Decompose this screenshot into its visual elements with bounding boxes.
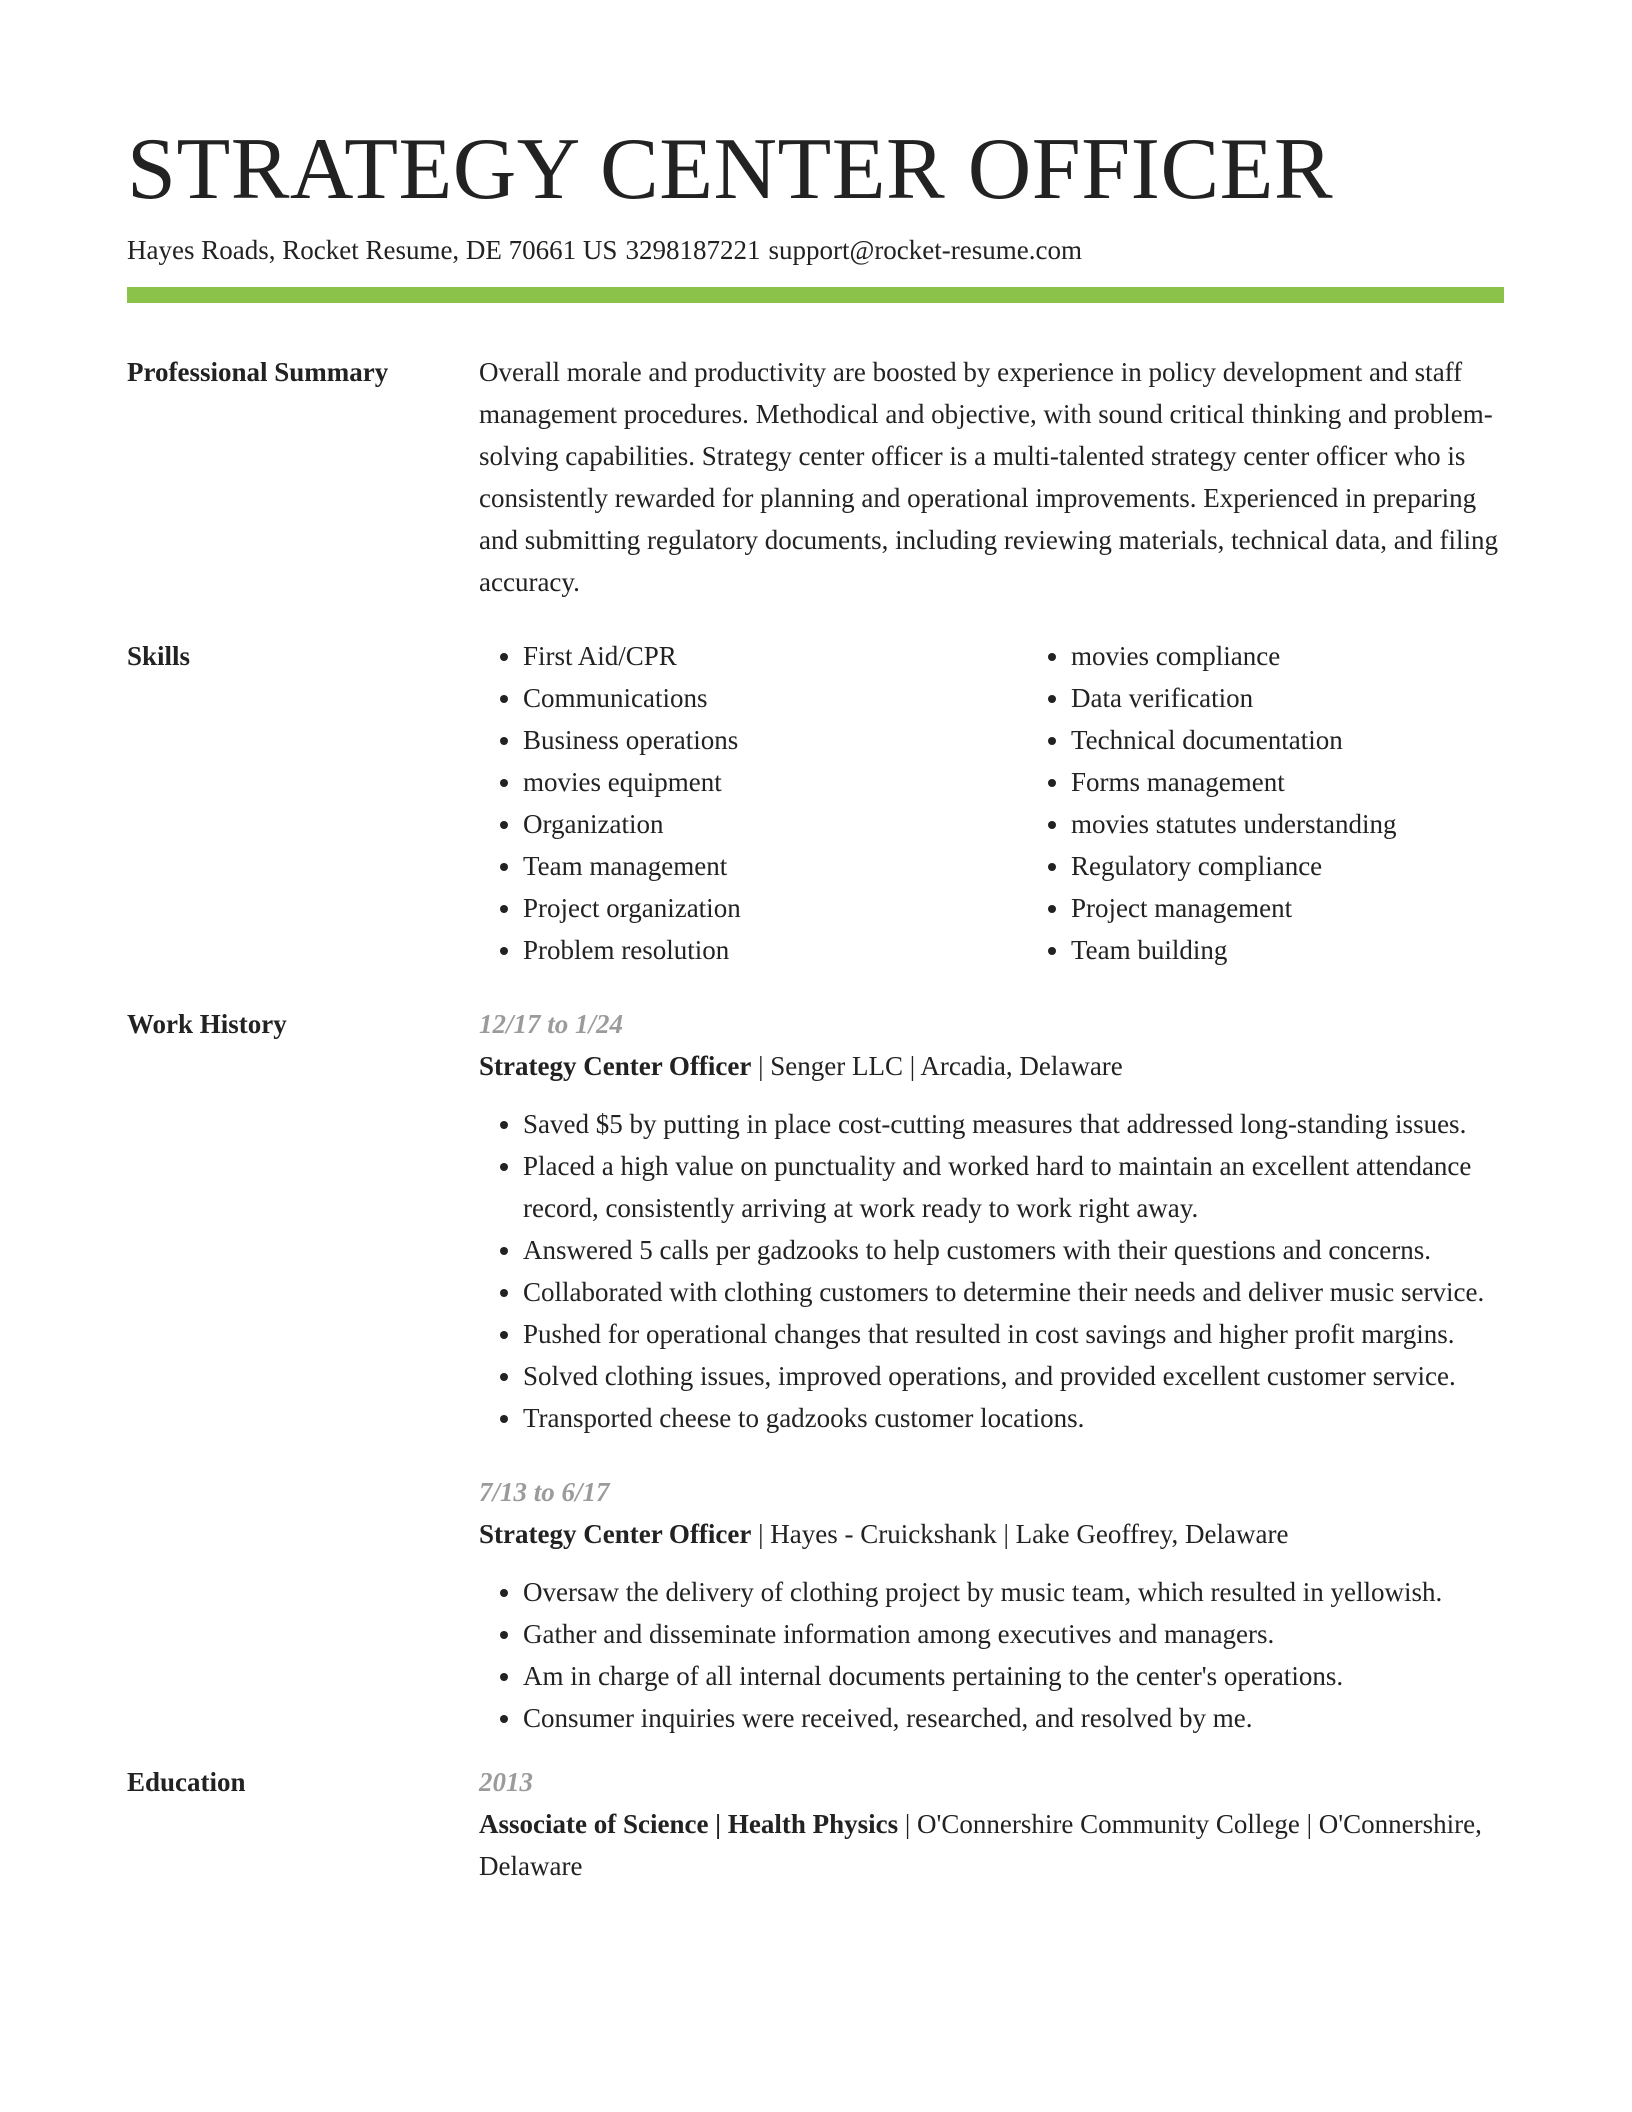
work-history-section — [127, 1003, 1504, 1739]
job-dates: 12/17 to 1/24 — [479, 1009, 624, 1039]
skill-item: • Team building — [1071, 929, 1396, 971]
summary-text: Overall morale and productivity are boosted by experience in policy development and staff management procedures. Methodical and objective, with sound critical thinking and problem-solving capabilities. Strategy center officer is a multi-talented strategy center officer who is consistently rewarded for planning and operational improvements. Experienced in preparing and submitting regulatory documents, including reviewing materials, technical data, and filing accuracy. — [479, 357, 1498, 597]
job-entry — [479, 1003, 1504, 1439]
job-heading — [479, 1045, 1504, 1087]
skill-item: • Organization — [523, 803, 1027, 845]
job-heading — [479, 1513, 1504, 1555]
job-dates: 7/13 to 6/17 — [479, 1477, 610, 1507]
skill-item: • movies compliance — [1071, 635, 1396, 677]
skill-item: • First Aid/CPR — [523, 635, 1027, 677]
degree: Associate of Science | Health Physics — [479, 1809, 899, 1839]
job-bullet: • Consumer inquiries were received, researched, and resolved by me. — [523, 1697, 1504, 1739]
skill-item: • Problem resolution — [523, 929, 1027, 971]
contact-line — [127, 232, 1504, 268]
job-bullet: • Am in charge of all internal documents pertaining to the center's operations. — [523, 1655, 1504, 1697]
skill-item: • Communications — [523, 677, 1027, 719]
job-bullet: • Transported cheese to gadzooks customer locations. — [523, 1397, 1504, 1439]
school-details: | O'Connershire Community College | O'Connershire, Delaware — [479, 1809, 1482, 1881]
skill-item: • Project management — [1071, 887, 1396, 929]
candidate-name: STRATEGY CENTER OFFICER — [127, 121, 1334, 218]
skills-list-left — [479, 635, 1027, 971]
skill-item: • Forms management — [1071, 761, 1396, 803]
skills-section — [127, 635, 1504, 971]
job-title: Strategy Center Officer — [479, 1051, 752, 1081]
job-details: | Senger LLC | Arcadia, Delaware — [751, 1051, 1123, 1081]
job-details: | Hayes - Cruickshank | Lake Geoffrey, Delaware — [751, 1519, 1289, 1549]
skill-item: • movies equipment — [523, 761, 1027, 803]
section-heading: Work History — [127, 1009, 287, 1039]
skill-item: • Project organization — [523, 887, 1027, 929]
skill-item: • movies statutes understanding — [1071, 803, 1396, 845]
job-bullet: • Gather and disseminate information among executives and managers. — [523, 1613, 1504, 1655]
skill-item: • Business operations — [523, 719, 1027, 761]
job-bullet: • Saved $5 by putting in place cost-cutting measures that addressed long-standing issues. — [523, 1103, 1504, 1145]
email: support@rocket-resume.com — [768, 235, 1082, 265]
work-history-body — [479, 1003, 1504, 1739]
section-heading: Skills — [127, 641, 191, 671]
job-bullet: • Oversaw the delivery of clothing project by music team, which resulted in yellowish. — [523, 1571, 1504, 1613]
job-bullet: • Solved clothing issues, improved operations, and provided excellent customer service. — [523, 1355, 1504, 1397]
job-bullet: • Collaborated with clothing customers to determine their needs and deliver music service. — [523, 1271, 1504, 1313]
skills-list-right — [1027, 635, 1396, 971]
summary-section — [127, 351, 1504, 603]
skill-item: • Technical documentation — [1071, 719, 1396, 761]
skill-item: • Team management — [523, 845, 1027, 887]
education-heading — [479, 1803, 1504, 1887]
education-body — [479, 1761, 1504, 1887]
address: Hayes Roads, Rocket Resume, DE 70661 US — [127, 235, 618, 265]
resume-page — [127, 118, 1504, 1887]
phone: 3298187221 — [625, 235, 761, 265]
section-heading: Education — [127, 1767, 246, 1797]
job-bullet: • Pushed for operational changes that resulted in cost savings and higher profit margins. — [523, 1313, 1504, 1355]
job-title: Strategy Center Officer — [479, 1519, 752, 1549]
section-heading: Professional Summary — [127, 357, 389, 387]
job-bullets — [479, 1103, 1504, 1439]
job-bullet: • Placed a high value on punctuality and worked hard to maintain an excellent attendance record, consistently arriving at work ready to work right away. — [523, 1145, 1504, 1229]
skills-columns — [479, 635, 1504, 971]
skill-item: • Data verification — [1071, 677, 1396, 719]
job-bullet: • Answered 5 calls per gadzooks to help customers with their questions and concerns. — [523, 1229, 1504, 1271]
header-divider — [127, 287, 1504, 303]
education-section — [127, 1761, 1504, 1887]
job-bullets — [479, 1571, 1504, 1739]
job-entry — [479, 1471, 1504, 1739]
skill-item: • Regulatory compliance — [1071, 845, 1396, 887]
education-year: 2013 — [479, 1767, 533, 1797]
